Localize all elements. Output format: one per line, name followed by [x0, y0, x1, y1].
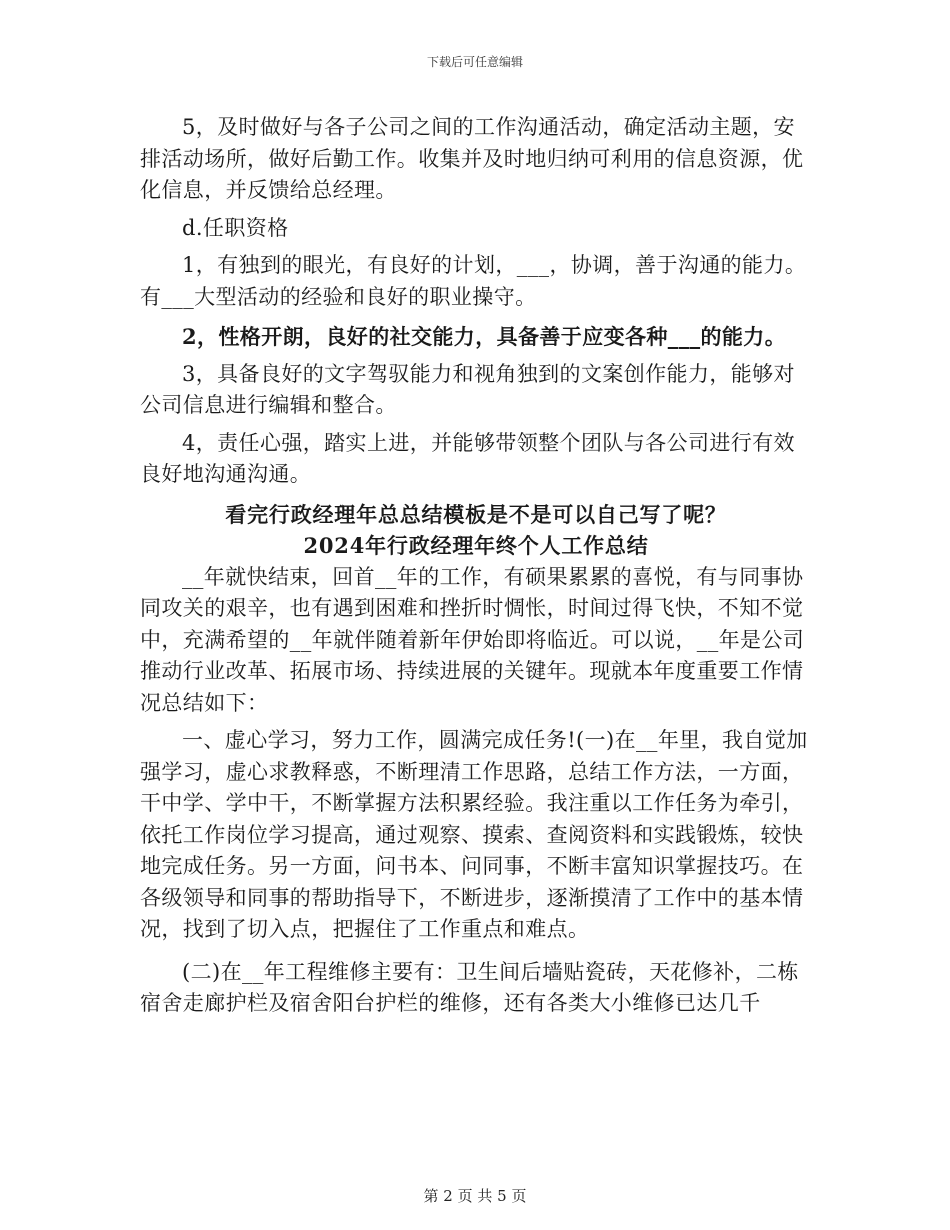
- page-number: 第 2 页 共 5 页: [423, 1187, 527, 1205]
- paragraph-summary-intro: __年就快结束，回首__年的工作，有硕果累累的喜悦，有与同事协同攻关的艰辛，也有遇到困难和挫折时惆怅，时间过得飞快，不知不觉中，充满希望的__年就伴随着新年伊始即将临近。可以说，__年是公司推动行业改革、拓展市场、持续进展的关键年。现就本年度重要工作情况总结如下：: [140, 564, 805, 715]
- paragraph-qualification-4: 4，责任心强，踏实上进，并能够带领整个团队与各公司进行有效良好地沟通沟通。: [140, 430, 795, 486]
- download-note: 下载后可任意编辑: [426, 55, 523, 69]
- section-heading-title: 2024年行政经理年终个人工作总结: [303, 533, 649, 558]
- paragraph-section-one: 一、虚心学习，努力工作，圆满完成任务!(一)在__年里，我自觉加强学习，虚心求教释惑，不断理清工作思路，总结工作方法，一方面，干中学、学中干，不断掌握方法积累经验。我注重以工作任务为牵引，依托工作岗位学习提高，通过观察、摸索、查阅资料和实践锻炼，较快地完成任务。另一方面，问书本、问同事，不断丰富知识掌握技巧。在各级领导和同事的帮助指导下，不断进步，逐渐摸清了工作中的基本情况，找到了切入点，把握住了工作重点和难点。: [140, 728, 808, 941]
- paragraph-qualification-3: 3，具备良好的文字驾驭能力和视角独到的文案创作能力，能够对公司信息进行编辑和整合。: [140, 361, 795, 417]
- document-body: [140, 112, 812, 1020]
- paragraph-duty-5: 5，及时做好与各子公司之间的工作沟通活动，确定活动主题，安排活动场所，做好后勤工作。收集并及时地归纳可利用的信息资源，优化信息，并反馈给总经理。: [140, 115, 804, 202]
- section-heading-question: 看完行政经理年总总结模板是不是可以自己写了呢？: [225, 501, 727, 527]
- paragraph-section-two: (二)在__年工程维修主要有：卫生间后墙贴瓷砖，天花修补，二栋宿舍走廊护栏及宿舍阳台护栏的维修，还有各类大小维修已达几千: [140, 959, 799, 1015]
- paragraph-qualification-2: 2，性格开朗，良好的社交能力，具备善于应变各种___的能力。: [182, 324, 787, 349]
- paragraph-qualification-title: d.任职资格: [182, 215, 289, 240]
- paragraph-qualification-1: 1，有独到的眼光，有良好的计划，___，协调，善于沟通的能力。有___大型活动的经验和良好的职业操守。: [140, 253, 807, 309]
